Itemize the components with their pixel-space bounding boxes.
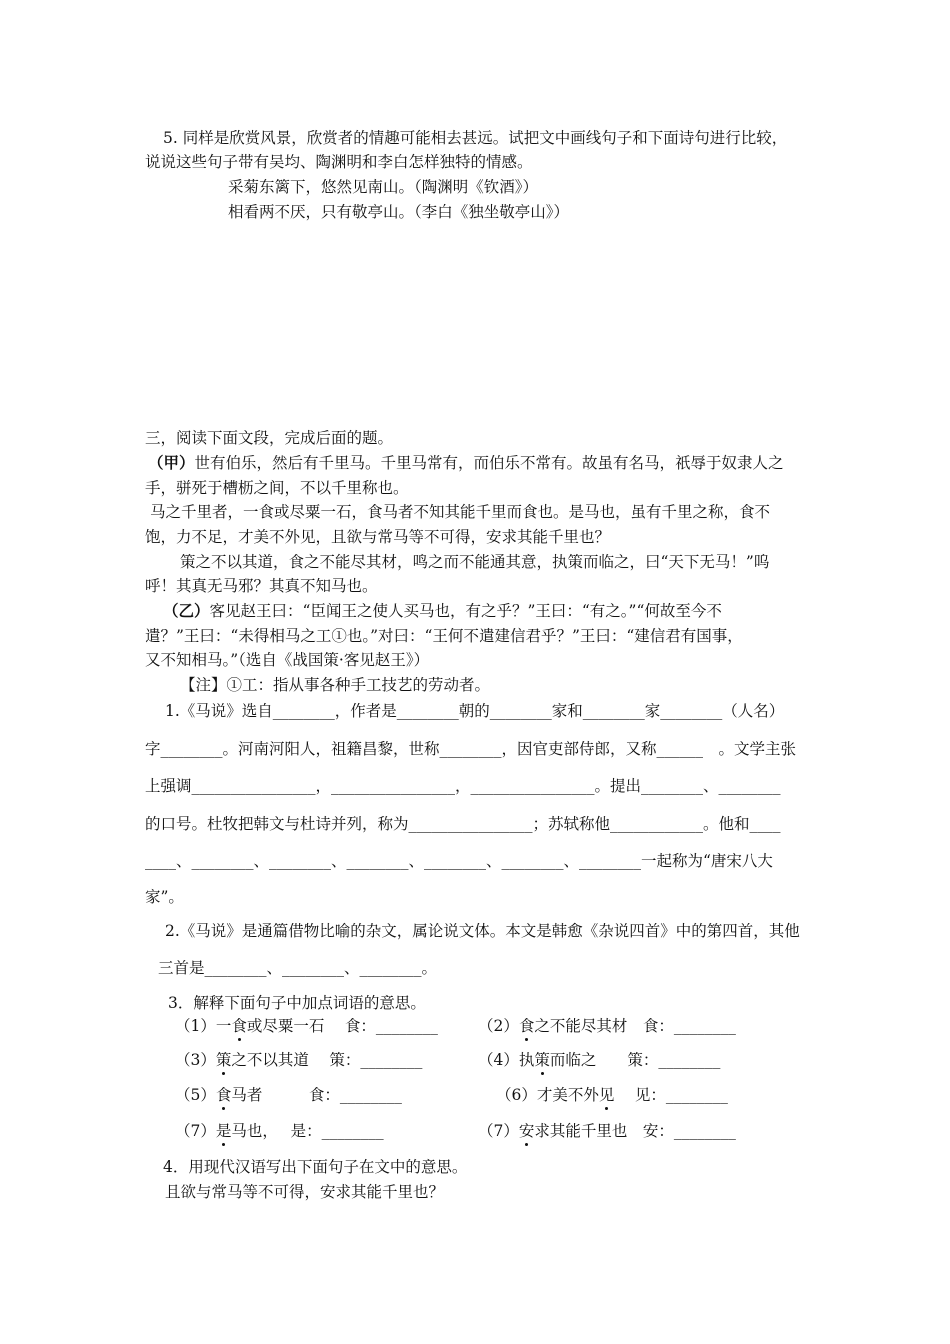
section3-heading: 三，阅读下面文段，完成后面的题。 [145, 429, 394, 447]
q3-item-1-pre: （1）一 [175, 1017, 232, 1035]
q5-poem-2: 相看两不厌，只有敬亭山。（李白《独坐敬亭山》） [228, 203, 570, 221]
passage-yi-line-3: 又不知相马。”（选自《战国策·客见赵王》） [145, 651, 430, 669]
passage-yi-line-2: 遣？”王曰：“未得相马之工①也。”对曰：“王何不遣建信君乎？”王曰：“建信君有国事， [145, 627, 743, 645]
q3-item-6 [496, 1085, 728, 1105]
q3-item-7 [175, 1121, 384, 1141]
q4-title: 4．用现代汉语写出下面句子在文中的意思。 [163, 1158, 468, 1176]
q3-item-4-pre: （4）执 [478, 1051, 535, 1069]
q1-line-6: 家”。 [145, 888, 184, 906]
q1-line-1: 1.《马说》选自________，作者是________朝的________家和________家________（人名） [165, 702, 785, 720]
q1-line-4: 的口号。杜牧把韩文与杜诗并列，称为________________；苏轼称他____________。他和____ [145, 815, 781, 833]
q2-line-2: 三首是________、________、________。 [158, 959, 438, 977]
q3-title: 3．解释下面句子中加点词语的意思。 [168, 994, 426, 1012]
q3-item-8-post: 求其能千里也 安：________ [534, 1122, 736, 1140]
q3-item-7-post: 马也， 是：________ [231, 1122, 384, 1140]
q1-line-2: 字________。河南河阳人，祖籍昌黎，世称________，因官吏部侍郎，又称______ 。文学主张 [145, 740, 797, 758]
q3-item-1-post: 或尽粟一石 食：________ [246, 1017, 438, 1035]
passage-p2-line-2: 饱，力不足，才美不外见，且欲与常马等不可得，安求其能千里也？ [145, 528, 611, 546]
q3-item-8-pre: （7） [478, 1122, 519, 1140]
passage-p3-line-1: 策之不以其道，食之不能尽其材，鸣之而不能通其意，执策而临之，曰“天下无马！”呜 [180, 553, 770, 571]
q3-item-2-post: 之不能尽其材 食：________ [534, 1017, 736, 1035]
q3-item-3-post: 之不以其道 策：________ [231, 1051, 423, 1069]
q3-item-8 [478, 1121, 736, 1141]
q1-line-5: ____、________、________、________、________、________、________一起称为“唐宋八大 [145, 852, 773, 870]
passage-yi-line-1 [163, 601, 722, 621]
passage-yi-text-1: 客见赵王曰：“臣闻王之使人买马也，有之乎？”王曰：“有之。”“何故至今不 [209, 602, 722, 620]
q3-item-2-dotted-word: 食 [518, 1017, 535, 1035]
passage-yi-label: （乙） [163, 601, 210, 620]
q3-item-5-dotted-word: 食 [215, 1086, 232, 1104]
q3-item-3 [175, 1050, 422, 1070]
passage-jia-line-2: 手，骈死于槽枥之间，不以千里称也。 [145, 479, 409, 497]
q3-item-2-pre: （2） [478, 1017, 519, 1035]
passage-jia-line-1 [148, 453, 784, 473]
passage-p3-line-2: 呼！其真无马邪？其真不知马也。 [145, 577, 378, 595]
q4-sentence: 且欲与常马等不可得，安求其能千里也？ [165, 1183, 445, 1201]
passage-p2-line-1: 马之千里者，一食或尽粟一石，食马者不知其能千里而食也。是马也，虽有千里之称，食不 [150, 503, 771, 521]
passage-note: 【注】①工：指从事各种手工技艺的劳动者。 [180, 676, 491, 694]
q3-item-8-dotted-word: 安 [518, 1122, 535, 1140]
q3-item-3-dotted-word: 策 [215, 1051, 232, 1069]
q5-poem-1: 采菊东篱下，悠然见南山。（陶渊明《钦酒》） [228, 178, 539, 196]
q3-item-7-pre: （7） [175, 1122, 216, 1140]
q3-item-1 [175, 1016, 438, 1036]
q3-item-5 [175, 1085, 402, 1105]
q1-line-3: 上强调________________，________________，________________。提出________、________ [145, 777, 781, 795]
passage-jia-label: （甲） [148, 453, 195, 472]
q3-item-6-post: 见：________ [614, 1086, 728, 1104]
q3-item-5-post: 马者 食：________ [231, 1086, 402, 1104]
q3-item-4-dotted-word: 策 [534, 1051, 550, 1069]
q5-text-line-2: 说说这些句子带有吴均、陶渊明和李白怎样独特的情感。 [145, 153, 533, 171]
q5-text-line-1: 5. 同样是欣赏风景，欣赏者的情趣可能相去甚远。试把文中画线句子和下面诗句进行比较， [163, 129, 788, 147]
q3-item-4 [478, 1050, 720, 1070]
q3-item-6-pre: （6）才美不外 [496, 1086, 599, 1104]
passage-jia-text-1: 世有伯乐，然后有千里马。千里马常有，而伯乐不常有。故虽有名马，祇辱于奴隶人之 [194, 454, 784, 472]
q3-item-3-pre: （3） [175, 1051, 216, 1069]
q2-line-1: 2.《马说》是通篇借物比喻的杂文，属论说文体。本文是韩愈《杂说四首》中的第四首，其他 [165, 922, 800, 940]
q3-item-2 [478, 1016, 736, 1036]
q3-item-7-dotted-word: 是 [215, 1122, 232, 1140]
q3-item-5-pre: （5） [175, 1086, 216, 1104]
q3-item-1-dotted-word: 食 [231, 1017, 247, 1035]
q3-item-4-post: 而临之 策：________ [549, 1051, 721, 1069]
q3-item-6-dotted-word: 见 [598, 1086, 615, 1104]
